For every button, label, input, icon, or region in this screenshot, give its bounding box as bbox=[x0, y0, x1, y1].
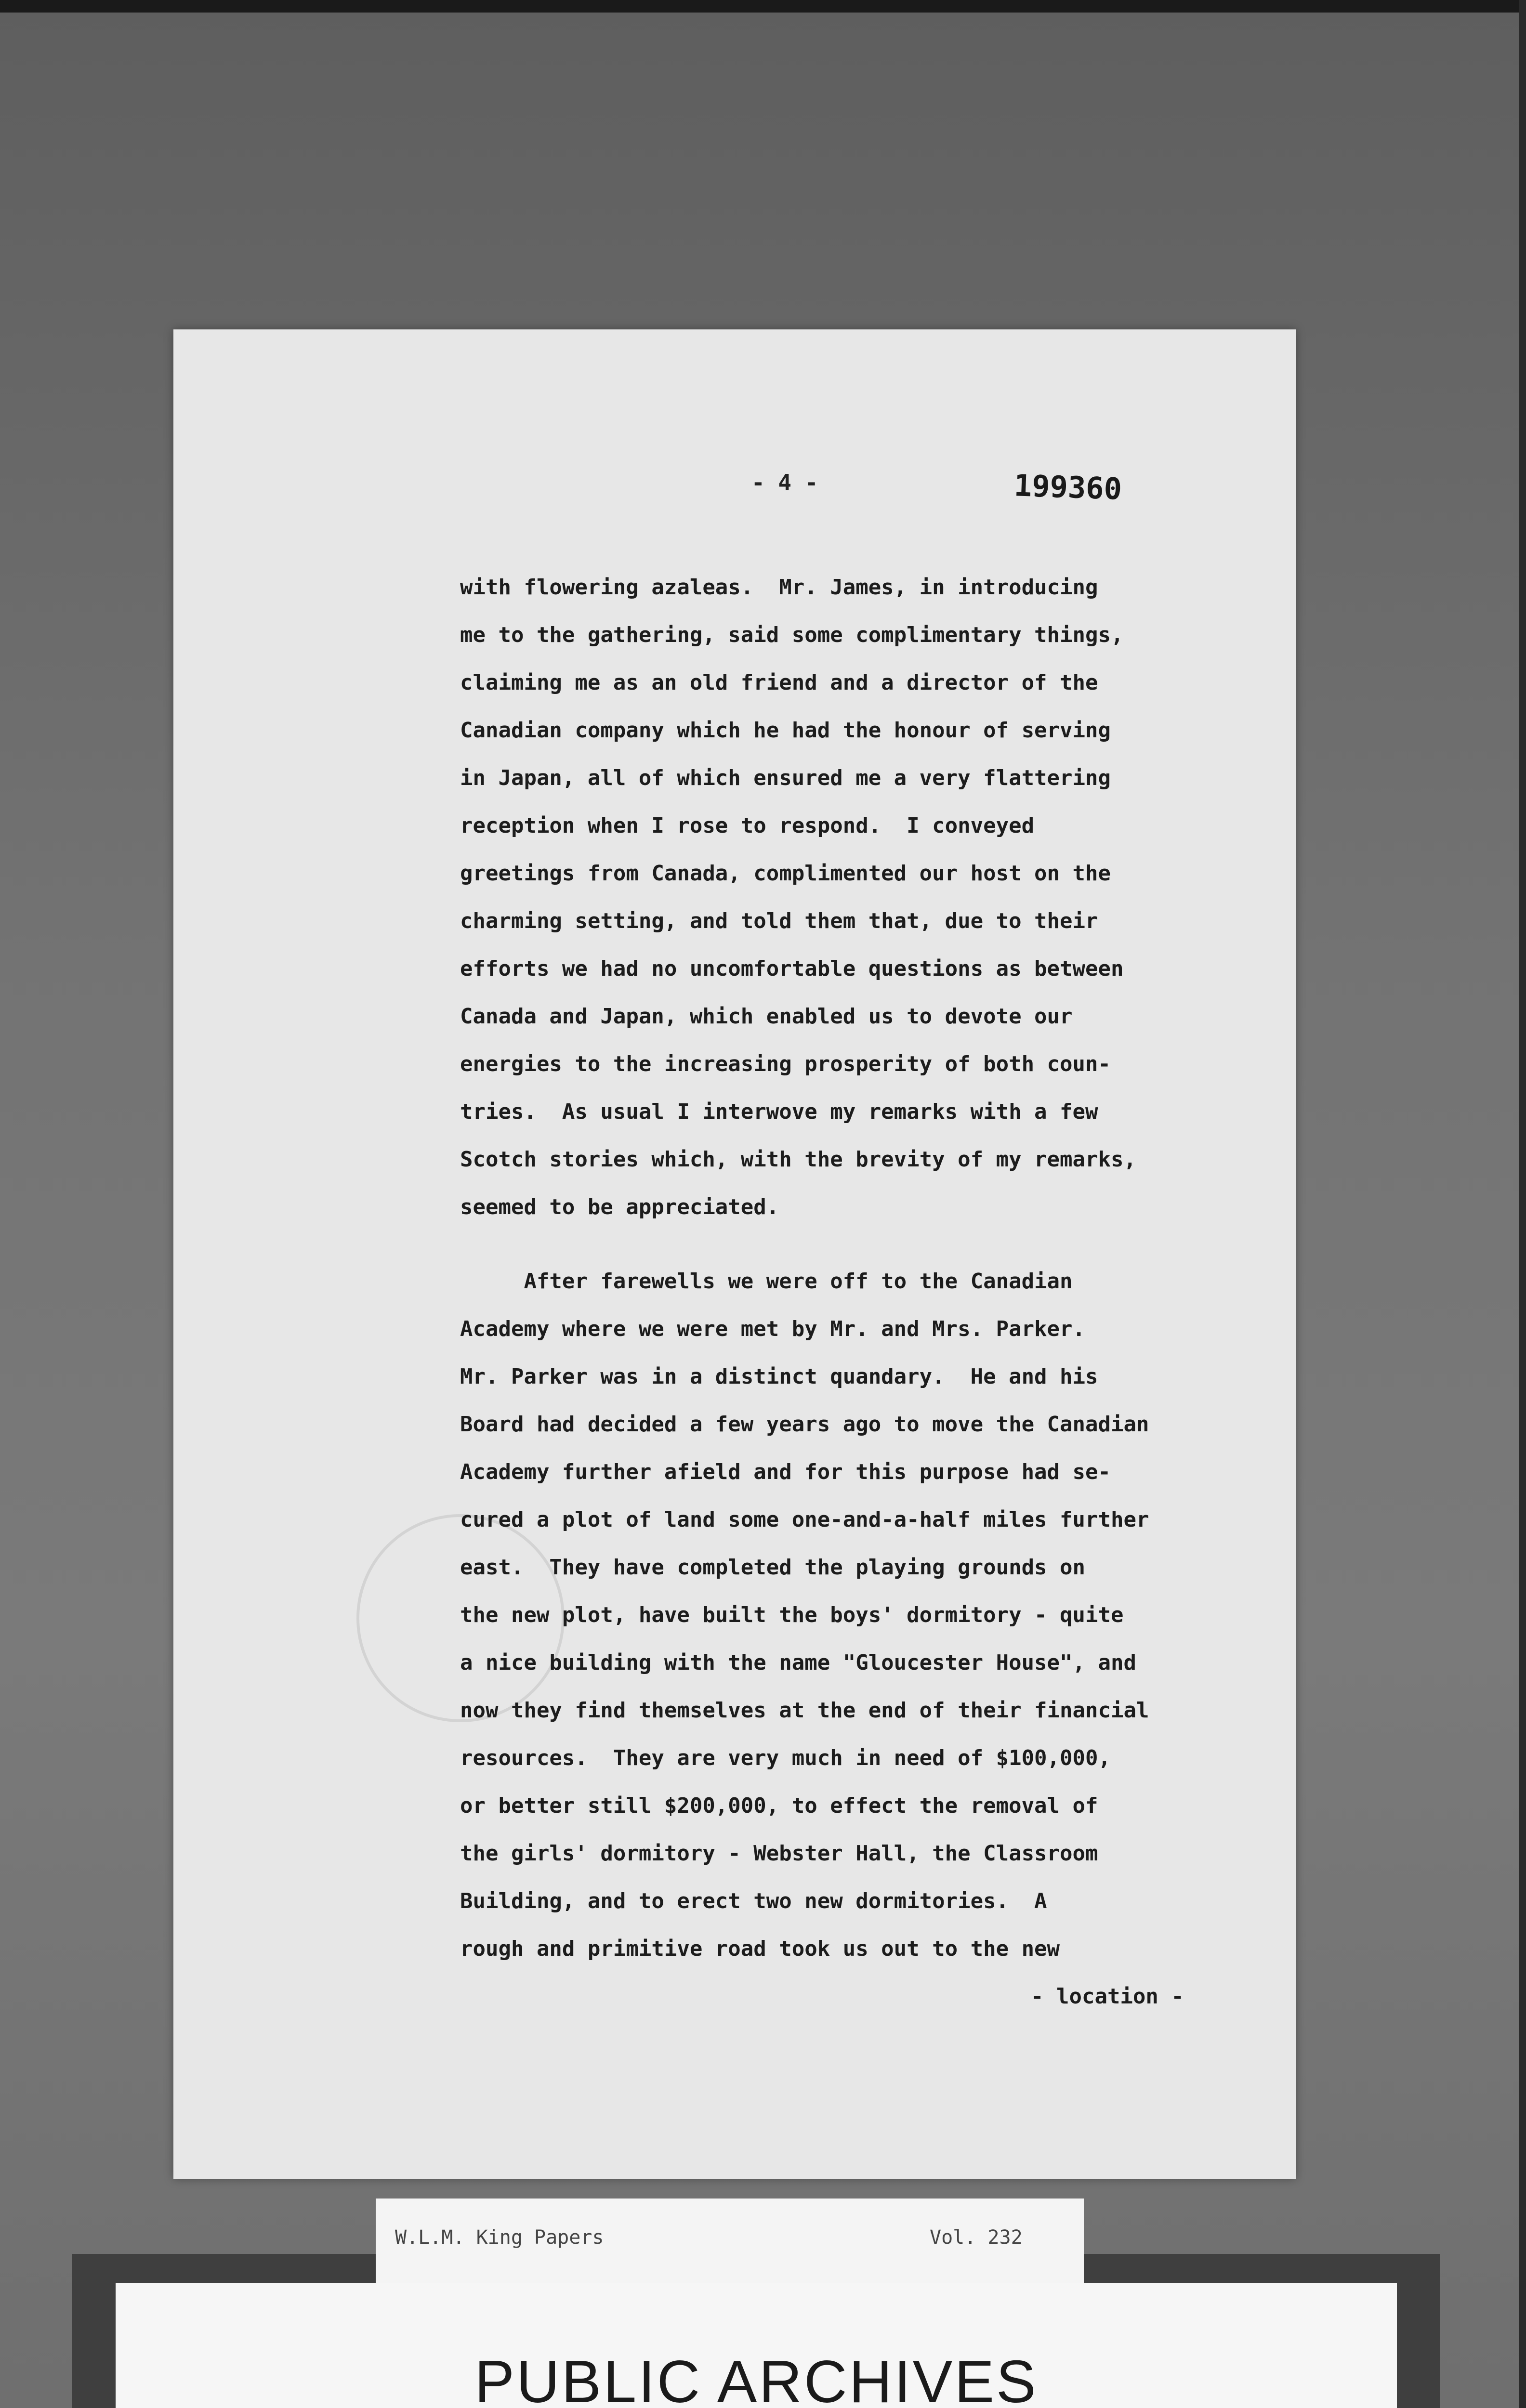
archive-card bbox=[116, 2283, 1397, 2408]
text-line: a nice building with the name "Gloucester House", and bbox=[460, 1650, 1136, 1675]
text-line: claiming me as an old friend and a director of the bbox=[460, 670, 1098, 695]
text-line: Mr. Parker was in a distinct quandary. He and his bbox=[460, 1364, 1098, 1389]
text-line: greetings from Canada, complimented our host on the bbox=[460, 861, 1111, 886]
text-line: resources. They are very much in need of $100,000, bbox=[460, 1746, 1111, 1770]
archive-name-english: PUBLIC ARCHIVES bbox=[474, 2349, 1038, 2408]
catchword: - location - bbox=[1031, 1984, 1184, 2009]
text-line: rough and primitive road took us out to the new bbox=[460, 1937, 1060, 1961]
text-line: seemed to be appreciated. bbox=[460, 1195, 779, 1219]
collection-label bbox=[376, 2199, 1084, 2283]
film-edge-right bbox=[1519, 0, 1526, 2408]
text-line: cured a plot of land some one-and-a-half miles further bbox=[460, 1507, 1149, 1532]
text-line: After farewells we were off to the Canadian bbox=[460, 1269, 1073, 1294]
text-line: Academy further afield and for this purpose had se- bbox=[460, 1460, 1111, 1484]
text-line: or better still $200,000, to effect the removal of bbox=[460, 1793, 1098, 1818]
text-line: in Japan, all of which ensured me a very flattering bbox=[460, 766, 1111, 790]
volume-number: Vol. 232 bbox=[930, 2226, 1023, 2249]
document-number: 199360 bbox=[1013, 468, 1123, 507]
text-line: reception when I rose to respond. I conveyed bbox=[460, 813, 1035, 838]
paragraph-1 bbox=[460, 563, 1250, 1231]
collection-name: W.L.M. King Papers bbox=[395, 2226, 604, 2249]
text-line: with flowering azaleas. Mr. James, in introducing bbox=[460, 575, 1098, 600]
text-line: me to the gathering, said some complimentary things, bbox=[460, 623, 1124, 647]
text-line: Canadian company which he had the honour of serving bbox=[460, 718, 1111, 743]
body-text bbox=[460, 563, 1250, 1973]
text-line: Academy where we were met by Mr. and Mrs. Parker. bbox=[460, 1317, 1086, 1341]
film-edge-top bbox=[0, 0, 1526, 13]
text-line: the new plot, have built the boys' dormitory - quite bbox=[460, 1603, 1124, 1627]
text-line: tries. As usual I interwove my remarks with a few bbox=[460, 1099, 1098, 1124]
text-line: the girls' dormitory - Webster Hall, the Classroom bbox=[460, 1841, 1098, 1866]
text-line: Scotch stories which, with the brevity of my remarks, bbox=[460, 1147, 1136, 1172]
text-line: east. They have completed the playing grounds on bbox=[460, 1555, 1086, 1580]
page-number: - 4 - bbox=[751, 470, 818, 496]
text-line: energies to the increasing prosperity of both coun- bbox=[460, 1052, 1111, 1076]
text-line: Canada and Japan, which enabled us to devote our bbox=[460, 1004, 1073, 1029]
text-line: charming setting, and told them that, due to their bbox=[460, 909, 1098, 933]
text-line: efforts we had no uncomfortable questions as between bbox=[460, 956, 1124, 981]
text-line: now they find themselves at the end of their financial bbox=[460, 1698, 1149, 1723]
paragraph-2 bbox=[460, 1257, 1250, 1973]
text-line: Board had decided a few years ago to move the Canadian bbox=[460, 1412, 1149, 1437]
text-line: Building, and to erect two new dormitories. A bbox=[460, 1889, 1047, 1913]
